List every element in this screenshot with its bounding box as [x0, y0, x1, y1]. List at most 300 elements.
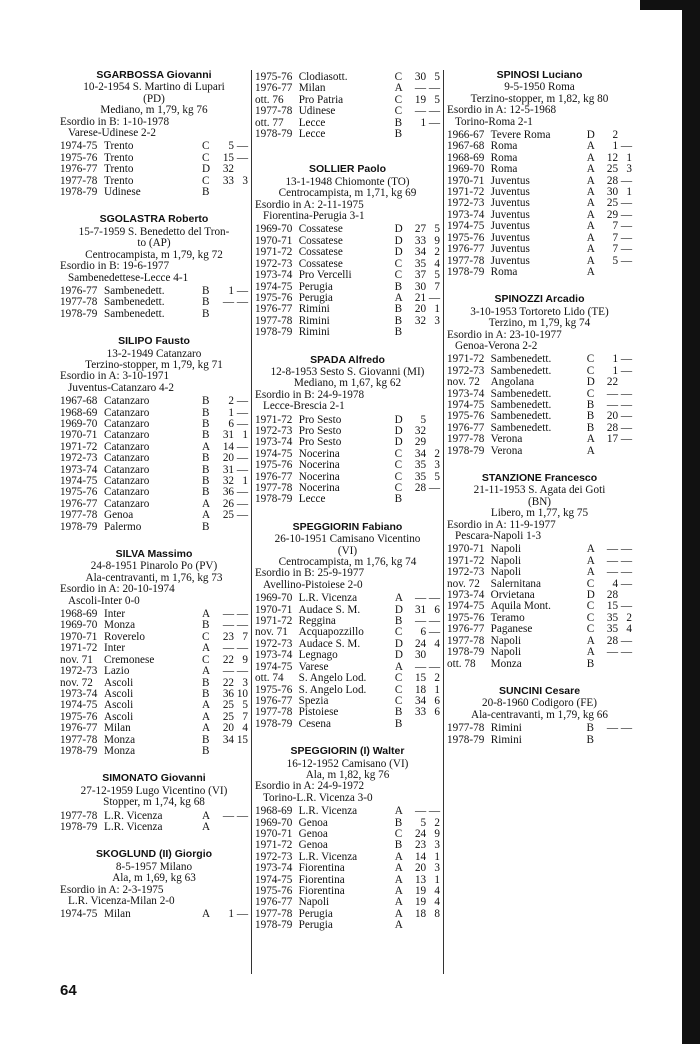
player-entry [60, 773, 248, 833]
career-row [60, 700, 248, 711]
career-division: D [394, 424, 403, 437]
career-team: Roma [490, 163, 518, 176]
career-appearances: 1 [228, 908, 234, 921]
career-season: 1968-69 [255, 805, 293, 818]
career-division: C [586, 623, 595, 636]
career-team: Genoa [104, 509, 134, 522]
career-division: D [394, 234, 403, 247]
career-team: Catanzaro [104, 486, 150, 499]
career-appearances: 25 [606, 197, 619, 210]
player-entry [255, 164, 440, 338]
career-season: 1974-75 [447, 220, 485, 233]
player-entry [255, 72, 440, 140]
career-appearances: 32 [222, 475, 234, 487]
career-team: Trento [104, 174, 134, 187]
career-goals: 3 [434, 314, 440, 327]
career-goals: — [236, 608, 248, 621]
career-appearances: 22 [222, 653, 234, 666]
career-row [60, 453, 248, 464]
career-season: nov. 71 [60, 653, 93, 666]
career-team: Napoli [490, 566, 522, 579]
career-team: Lecce [298, 116, 326, 129]
career-division: B [202, 429, 210, 442]
career-appearances: 25 [222, 509, 234, 522]
career-season: 1978-79 [60, 820, 98, 833]
career-team: Catanzaro [104, 475, 150, 487]
career-goals: — [236, 440, 248, 453]
player-name: SPEGGIORIN (I) Walter [290, 745, 405, 758]
career-division: C [202, 140, 210, 153]
career-appearances: 35 [606, 623, 619, 636]
career-row [447, 267, 632, 278]
career-team: Genoa [298, 816, 328, 829]
career-season: 1975-76 [255, 291, 293, 304]
career-division: D [586, 376, 595, 389]
player-entry [255, 746, 440, 932]
player-bio-line: (BN) [528, 495, 551, 508]
player-bio-line: 9-5-1950 Roma [504, 81, 575, 94]
career-season: 1973-74 [447, 208, 485, 221]
career-goals: — [620, 433, 632, 446]
career-division: C [394, 105, 403, 118]
career-team: Milan [104, 908, 131, 921]
career-appearances: — [414, 105, 427, 118]
career-season: 1976-77 [255, 694, 293, 707]
career-season: 1975-76 [255, 683, 293, 696]
career-goals: — [620, 243, 632, 256]
career-team: Juventus [490, 197, 530, 210]
career-season: 1975-76 [447, 231, 485, 244]
career-goals [618, 267, 632, 278]
career-team: Tevere Roma [490, 129, 551, 142]
career-season: 1972-73 [255, 637, 293, 650]
career-season: 1977-78 [255, 907, 293, 920]
career-goals: — [620, 600, 632, 613]
career-goals: — [236, 395, 248, 408]
career-division: C [586, 364, 595, 377]
career-season: 1967-68 [60, 395, 98, 408]
career-division: D [394, 436, 403, 449]
career-appearances: 32 [414, 424, 427, 437]
player-name: SPINOZZI Arcadio [494, 293, 585, 306]
career-division: D [394, 413, 403, 426]
career-goals: 15 [236, 733, 248, 746]
career-division: A [586, 634, 595, 647]
career-appearances: 25 [222, 699, 234, 712]
career-appearances: 30 [606, 186, 619, 199]
career-division: B [202, 452, 210, 465]
career-division: B [202, 307, 210, 320]
career-season: 1970-71 [60, 429, 98, 442]
player-name: SUNCINI Cesare [498, 684, 581, 697]
player-bio-line: Ala, m 1,82, kg 76 [305, 768, 390, 781]
career-team: Roma [490, 265, 518, 278]
career-table [60, 609, 248, 757]
career-division: C [394, 93, 403, 106]
career-appearances: 24 [414, 827, 427, 840]
career-team: Pro Vercelli [298, 269, 352, 282]
career-team: Juventus [490, 186, 530, 199]
career-row [447, 567, 632, 578]
player-bio-line: Varese-Udinese 2-2 [68, 127, 156, 140]
career-goals: — [428, 105, 440, 118]
career-division: C [394, 470, 403, 483]
career-appearances: — [606, 646, 619, 659]
career-division: A [586, 186, 595, 199]
career-goals: — [236, 417, 248, 430]
career-division: B [394, 314, 403, 327]
career-table [447, 723, 632, 746]
career-division: B [202, 687, 210, 700]
career-season: 1970-71 [255, 827, 293, 840]
player-bio-line: (PD) [143, 92, 165, 105]
career-team: Genoa [298, 839, 328, 852]
career-season: 1972-73 [447, 364, 485, 377]
career-goals: 7 [242, 630, 248, 643]
career-goals: 9 [434, 827, 440, 840]
career-season: 1966-67 [447, 129, 485, 142]
career-season: 1978-79 [447, 444, 485, 457]
career-appearances: 20 [222, 722, 234, 735]
player-bio-line: Esordio in B: 1-10-1978 [60, 115, 170, 128]
career-division: D [394, 246, 403, 259]
career-season: 1969-70 [255, 816, 293, 829]
career-appearances: 36 [222, 486, 234, 499]
career-appearances: 23 [414, 839, 427, 852]
career-season: 1973-74 [60, 463, 98, 476]
career-team: Napoli [490, 543, 522, 556]
career-team: Cesena [298, 717, 331, 730]
career-appearances: 18 [414, 907, 427, 920]
career-row [60, 297, 248, 308]
career-appearances: 21 [414, 291, 427, 304]
career-division: A [202, 509, 211, 522]
career-appearances: — [606, 398, 619, 411]
career-season: 1975-76 [447, 611, 485, 624]
career-team: Cossatese [298, 234, 343, 247]
career-team: Perugia [298, 291, 333, 304]
career-appearances: 5 [420, 816, 427, 829]
player-bio-line: Libero, m 1,77, kg 75 [490, 507, 589, 520]
career-division: A [202, 440, 211, 453]
career-goals: 3 [626, 163, 632, 176]
career-goals: — [428, 615, 440, 628]
career-goals: — [620, 543, 632, 556]
career-appearances: 12 [606, 151, 619, 164]
career-table [447, 130, 632, 278]
career-season: 1972-73 [447, 197, 485, 210]
player-bio-line: Ala-centravanti, m 1,79, kg 66 [470, 708, 608, 721]
career-team: Acquapozzillo [298, 626, 364, 639]
career-goals: 3 [242, 174, 248, 187]
career-goals [234, 309, 248, 320]
career-division: B [202, 284, 210, 297]
career-season: ott. 78 [447, 657, 476, 670]
career-season: 1970-71 [447, 174, 485, 187]
career-division: B [586, 733, 594, 746]
career-row [447, 377, 632, 388]
career-division: A [586, 543, 595, 556]
career-team: S. Angelo Lod. [298, 672, 367, 685]
career-appearances: — [414, 82, 427, 95]
career-division: A [202, 608, 211, 621]
career-division: C [394, 257, 403, 270]
career-goals: — [236, 452, 248, 465]
career-division: A [586, 231, 595, 244]
career-season: 1978-79 [255, 326, 293, 339]
career-appearances: 29 [606, 208, 619, 221]
career-goals: — [236, 509, 248, 522]
career-appearances: 28 [606, 634, 619, 647]
career-goals: 10 [236, 687, 248, 700]
career-team: Catanzaro [104, 497, 150, 510]
career-division: B [394, 303, 403, 316]
career-season: 1978-79 [447, 646, 485, 659]
career-appearances: 25 [222, 710, 234, 723]
career-season: 1971-72 [255, 246, 293, 259]
column-2 [255, 70, 440, 948]
career-team: Audace S. M. [298, 637, 361, 650]
player-bio-line: Juventus-Catanzaro 4-2 [68, 381, 174, 394]
career-division: A [394, 873, 403, 886]
career-season: 1973-74 [447, 589, 485, 602]
player-bio-line: Ala-centravanti, m 1,76, kg 73 [85, 571, 223, 584]
career-season: 1976-77 [255, 470, 293, 483]
career-goals: — [620, 208, 632, 221]
career-appearances: 6 [420, 626, 427, 639]
career-goals: — [236, 497, 248, 510]
career-goals: 8 [434, 907, 440, 920]
career-goals: — [236, 151, 248, 164]
career-team: Pro Sesto [298, 424, 342, 437]
career-team: Audace S. M. [298, 603, 361, 616]
career-season: nov. 72 [60, 676, 93, 689]
career-appearances: 15 [414, 672, 427, 685]
career-team: Perugia [298, 280, 333, 293]
career-appearances [220, 187, 234, 198]
career-goals: 7 [242, 710, 248, 723]
career-season: 1977-78 [447, 254, 485, 267]
career-season: 1970-71 [447, 543, 485, 556]
career-goals: — [428, 82, 440, 95]
career-division: B [202, 676, 210, 689]
career-goals: 4 [434, 637, 440, 650]
player-bio-line: Sambenedettese-Lecce 4-1 [68, 271, 189, 284]
career-division: B [202, 406, 210, 419]
career-division: B [394, 128, 403, 141]
career-appearances: 5 [228, 140, 234, 153]
career-team: Rimini [298, 303, 330, 316]
career-team: Monza [104, 744, 136, 757]
player-bio-line: 24-8-1951 Pinarolo Po (PV) [90, 560, 218, 573]
career-season: 1974-75 [255, 447, 293, 460]
career-team: Nocerina [298, 470, 340, 483]
career-team: Inter [104, 608, 126, 621]
player-entry [255, 355, 440, 506]
career-team: L.R. Vicenza [104, 809, 163, 822]
career-division: B [394, 717, 403, 730]
career-appearances: 31 [222, 463, 234, 476]
career-division: B [586, 398, 595, 411]
career-goals: — [620, 174, 632, 187]
player-bio-line: 15-7-1959 S. Benedetto del Tron- [78, 225, 230, 238]
career-team: Milan [298, 82, 326, 95]
player-bio-line: Torino-Roma 2-1 [455, 115, 533, 128]
career-division: B [394, 839, 403, 852]
career-season: 1977-78 [60, 509, 98, 522]
career-appearances: 20 [414, 862, 427, 875]
career-division: A [202, 809, 211, 822]
career-appearances: 28 [414, 482, 427, 494]
career-appearances: 35 [606, 611, 619, 624]
career-team: Roma [490, 151, 518, 164]
career-appearances: 37 [414, 269, 427, 282]
career-table [447, 544, 632, 669]
career-appearances: 4 [612, 577, 619, 590]
career-division: B [394, 116, 403, 129]
career-season: 1976-77 [255, 82, 293, 95]
career-goals [234, 822, 248, 833]
player-name: SGARBOSSA Giovanni [96, 69, 212, 81]
career-season: 1972-73 [60, 452, 98, 465]
career-season: 1969-70 [60, 619, 98, 632]
career-season: 1976-77 [447, 421, 485, 434]
career-appearances: 27 [414, 223, 427, 236]
career-season: 1971-72 [255, 615, 293, 628]
career-goals: — [620, 577, 632, 590]
career-division: A [586, 174, 595, 187]
career-season: 1973-74 [447, 387, 485, 400]
player-bio-line: Centrocampista, m 1,71, kg 69 [278, 187, 417, 200]
career-season: 1973-74 [60, 687, 98, 700]
career-appearances [412, 494, 426, 505]
career-table [447, 354, 632, 457]
player-bio-line: Centrocampista, m 1,79, kg 72 [85, 248, 223, 261]
career-division: C [394, 672, 403, 685]
career-appearances: 14 [222, 440, 234, 453]
career-goals [234, 746, 248, 757]
career-row [255, 106, 440, 117]
career-appearances [604, 659, 618, 670]
career-team: Napoli [490, 634, 522, 647]
career-goals: — [620, 197, 632, 210]
column-rule [251, 70, 252, 974]
career-team: Rimini [490, 733, 522, 746]
career-row [60, 666, 248, 677]
career-team: Catanzaro [104, 417, 150, 430]
career-team: Pistoiese [298, 706, 339, 719]
career-season: 1968-69 [60, 608, 98, 621]
career-goals: — [236, 486, 248, 499]
player-bio-line: 26-10-1951 Camisano Vicentino [274, 533, 421, 546]
career-row [447, 221, 632, 232]
career-row [255, 719, 440, 730]
career-team: Pro Sesto [298, 413, 342, 426]
career-division: A [586, 254, 595, 267]
career-season: 1972-73 [60, 665, 98, 678]
career-division: C [202, 174, 210, 187]
player-bio-line: to (AP) [137, 237, 171, 250]
career-appearances: 7 [612, 220, 619, 233]
career-division: A [586, 646, 595, 659]
career-season: 1974-75 [60, 475, 98, 487]
career-goals: 5 [242, 699, 248, 712]
career-team: Trento [104, 151, 134, 164]
career-division: A [394, 291, 403, 304]
career-division: A [586, 140, 595, 153]
player-entry [60, 549, 248, 757]
player-bio-line: Esordio in A: 24-9-1972 [255, 780, 365, 793]
career-division: C [394, 447, 403, 460]
career-appearances: — [222, 296, 234, 309]
career-appearances: 30 [414, 649, 427, 662]
career-team: Reggina [298, 615, 336, 628]
player-name: SILVA Massimo [115, 548, 193, 561]
career-appearances: 22 [222, 676, 234, 689]
career-team: Sambenedett. [104, 307, 165, 320]
career-season: 1977-78 [447, 722, 485, 735]
career-goals [234, 187, 248, 198]
career-season: 1974-75 [60, 908, 98, 921]
career-division: A [202, 699, 211, 712]
career-season: 1978-79 [60, 186, 98, 199]
career-team: Angolana [490, 376, 535, 389]
career-goals: — [620, 410, 632, 423]
column-3 [447, 70, 632, 762]
career-season: 1976-77 [447, 243, 485, 256]
career-division: A [586, 208, 595, 221]
career-appearances: — [222, 665, 234, 678]
career-division: B [394, 706, 403, 719]
player-bio-line: Terzino-stopper, m 1,79, kg 71 [85, 358, 223, 371]
page-edge-shadow [682, 0, 700, 1044]
career-goals: — [236, 809, 248, 822]
career-season: 1974-75 [255, 280, 293, 293]
career-team: L.R. Vicenza [104, 820, 163, 833]
career-season: 1978-79 [60, 307, 98, 320]
career-appearances: 23 [222, 630, 234, 643]
player-bio-line: 27-12-1959 Lugo Vicentino (VI) [80, 784, 228, 797]
career-division: B [586, 410, 595, 423]
career-season: 1971-72 [255, 413, 293, 426]
career-appearances: 1 [612, 140, 619, 153]
career-goals [618, 659, 632, 670]
career-division: B [202, 417, 210, 430]
career-division: A [394, 805, 403, 818]
career-appearances: 32 [414, 314, 427, 327]
career-goals: 1 [434, 683, 440, 696]
career-division: A [202, 642, 211, 655]
career-division: A [586, 220, 595, 233]
career-appearances: — [414, 592, 427, 605]
career-team: Juventus [490, 231, 530, 244]
career-goals: — [620, 387, 632, 400]
career-team: Nocerina [298, 482, 340, 494]
career-goals: — [428, 482, 440, 494]
career-goals: 1 [626, 151, 632, 164]
career-row [255, 327, 440, 338]
career-division: D [394, 649, 403, 662]
career-team: Sambenedett. [490, 353, 552, 366]
career-season: 1974-75 [255, 873, 293, 886]
career-division: C [586, 611, 595, 624]
career-season: 1978-79 [447, 733, 485, 746]
career-appearances: 17 [606, 433, 619, 446]
career-goals [426, 920, 440, 931]
page-edge-top [640, 0, 700, 10]
player-bio-line: Ala, m 1,69, kg 63 [112, 872, 196, 885]
player-bio-line: Esordio in B: 25-9-1977 [255, 567, 365, 580]
